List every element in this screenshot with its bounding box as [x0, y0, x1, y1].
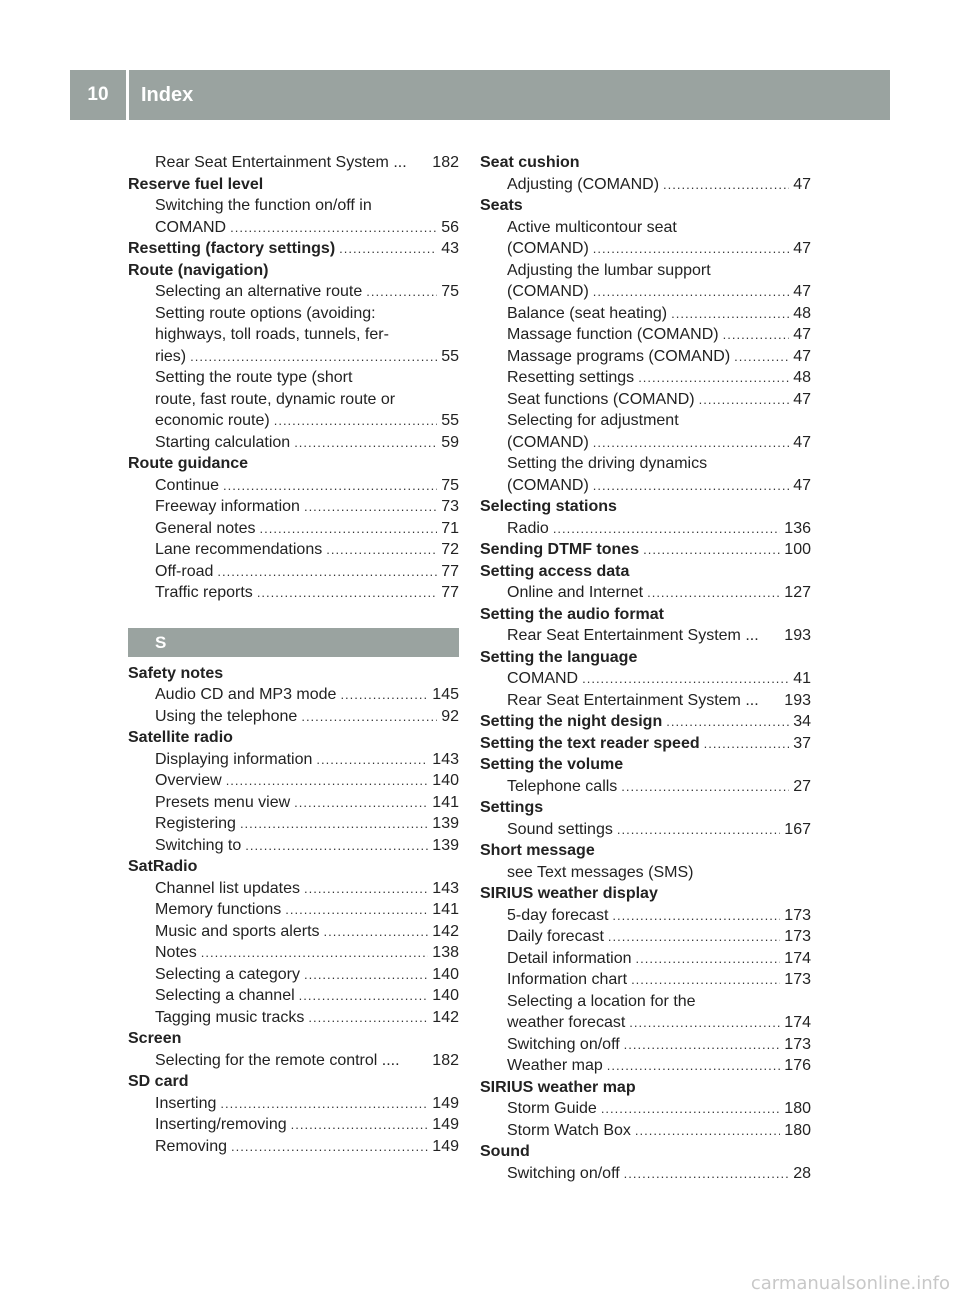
entry-page-number: 47 [793, 390, 811, 408]
entry-label: Selecting for the remote control .... [155, 1051, 400, 1069]
entry-page-number: 176 [784, 1057, 811, 1074]
index-subentry [480, 174, 811, 196]
entry-page-number: 143 [432, 879, 459, 897]
dot-leader [593, 281, 789, 303]
entry-page-number: 77 [441, 584, 459, 601]
entry-page-number: 48 [793, 304, 811, 322]
index-subentry [128, 281, 459, 303]
dot-leader [231, 1136, 428, 1158]
dot-leader [190, 346, 437, 368]
index-subentry [480, 776, 811, 798]
entry-page-number: 173 [784, 1035, 811, 1053]
dot-leader [230, 217, 437, 239]
index-subentry-text: Selecting for adjustment [507, 412, 679, 429]
index-heading: Setting the language [480, 648, 638, 666]
entry-page-number: 174 [784, 949, 811, 967]
entry-page-number: 182 [432, 154, 459, 171]
index-heading: Seat cushion [480, 154, 580, 171]
dot-leader [638, 367, 789, 389]
index-subentry-text: Setting the driving dynamics [507, 455, 708, 472]
dot-leader [734, 346, 789, 368]
entry-label: Radio [507, 519, 549, 537]
index-subentry [128, 1136, 459, 1158]
entry-page-number: 143 [432, 750, 459, 768]
entry-page-number: 140 [432, 987, 459, 1004]
entry-page-number: 141 [432, 793, 459, 811]
entry-page-number: 167 [784, 820, 811, 838]
entry-label: Music and sports alerts [155, 922, 320, 940]
entry-label: Displaying information [155, 750, 313, 768]
dot-leader [593, 475, 789, 497]
entry-label: (COMAND) [507, 240, 589, 257]
entry-page-number: 47 [793, 175, 811, 193]
index-subentry [128, 1114, 459, 1136]
entry-label: Telephone calls [507, 777, 618, 795]
index-heading: Seats [480, 197, 523, 214]
dot-leader [226, 770, 429, 792]
dot-leader [624, 1034, 781, 1056]
entry-page-number: 73 [441, 498, 459, 515]
index-subentry [480, 690, 811, 712]
dot-leader [612, 905, 780, 927]
entry-label: Notes [155, 944, 197, 961]
index-subentry [480, 969, 811, 991]
entry-page-number: 140 [432, 772, 459, 789]
index-heading: SIRIUS weather map [480, 1078, 636, 1096]
entry-label: Switching to [155, 836, 242, 854]
entry-page-number: 140 [432, 965, 459, 983]
entry-label: Adjusting (COMAND) [507, 175, 660, 193]
index-subentry [480, 432, 811, 454]
index-heading: Selecting stations [480, 498, 617, 515]
entry-label: COMAND [155, 218, 227, 236]
dot-leader [663, 174, 789, 196]
index-subentry [128, 684, 459, 706]
entry-label: weather forecast [507, 1014, 626, 1031]
index-subentry [480, 1163, 811, 1185]
entry-label: (COMAND) [507, 283, 589, 300]
index-list-right [480, 152, 811, 1184]
index-subentry [480, 1034, 811, 1056]
index-subentry [480, 905, 811, 927]
entry-label: Daily forecast [507, 928, 604, 945]
dot-leader [294, 432, 437, 454]
dot-leader [304, 964, 428, 986]
entry-page-number: 37 [793, 734, 811, 752]
entry-page-number: 34 [793, 713, 811, 730]
index-subentry [128, 749, 459, 771]
index-subentry [128, 561, 459, 583]
entry-label: Selecting a category [155, 965, 300, 983]
entry-page-number: 75 [441, 476, 459, 494]
dot-leader [316, 749, 428, 771]
index-subentry [128, 475, 459, 497]
index-subentry [480, 926, 811, 948]
entry-label: Rear Seat Entertainment System ... [155, 154, 407, 171]
entry-label: Setting the night design [480, 713, 663, 730]
index-subentry [480, 819, 811, 841]
dot-leader [304, 496, 437, 518]
index-subentry-text: see Text messages (SMS) [507, 863, 694, 881]
entry-page-number: 28 [793, 1164, 811, 1182]
dot-leader [671, 303, 789, 325]
index-subentry-text: Adjusting the lumbar support [507, 261, 711, 279]
index-subentry [480, 238, 811, 260]
entry-label: Rear Seat Entertainment System ... [507, 691, 759, 709]
entry-label: Setting the text reader speed [480, 734, 700, 752]
entry-label: Information chart [507, 971, 628, 988]
index-subentry [128, 813, 459, 835]
dot-leader [324, 921, 429, 943]
entry-label: Switching on/off [507, 1035, 620, 1053]
entry-label: 5-day forecast [507, 906, 609, 924]
entry-page-number: 139 [432, 836, 459, 854]
entry-label: Switching on/off [507, 1164, 620, 1182]
dot-leader [366, 281, 437, 303]
index-subentry [128, 582, 459, 604]
index-heading: Route (navigation) [128, 261, 269, 279]
entry-label: Resetting (factory settings) [128, 240, 336, 257]
dot-leader [635, 1120, 780, 1142]
entry-page-number: 180 [784, 1100, 811, 1117]
section-title: Index [141, 83, 194, 106]
index-subentry [128, 346, 459, 368]
index-subentry [480, 668, 811, 690]
entry-label: Massage programs (COMAND) [507, 347, 731, 365]
entry-label: Online and Internet [507, 584, 644, 601]
index-subentry-text: Selecting a location for the [507, 992, 696, 1010]
index-subentry-text: Setting the route type (short [155, 369, 353, 386]
dot-leader [201, 942, 429, 964]
entry-page-number: 47 [793, 240, 811, 257]
entry-page-number: 47 [793, 283, 811, 300]
index-heading: Settings [480, 799, 544, 816]
dot-leader [291, 1114, 429, 1136]
dot-leader [223, 475, 437, 497]
index-subentry-text: Active multicontour seat [507, 218, 677, 236]
index-subentry [480, 346, 811, 368]
dot-leader [593, 238, 789, 260]
index-subentry [128, 518, 459, 540]
index-subentry [480, 1055, 811, 1077]
entry-label: Inserting/removing [155, 1116, 287, 1133]
entry-label: Massage function (COMAND) [507, 326, 719, 343]
entry-label: Selecting an alternative route [155, 283, 363, 300]
entry-page-number: 47 [793, 347, 811, 365]
dot-leader [217, 561, 437, 583]
entry-label: Starting calculation [155, 433, 291, 451]
entry-page-number: 173 [784, 928, 811, 945]
entry-page-number: 56 [441, 218, 459, 236]
index-heading: Sound [480, 1143, 530, 1160]
entry-label: Weather map [507, 1057, 603, 1074]
index-subentry [128, 835, 459, 857]
index-subentry [480, 625, 811, 647]
entry-page-number: 145 [432, 686, 459, 703]
index-subentry [480, 475, 811, 497]
dot-leader [699, 389, 790, 411]
entry-label: economic route) [155, 412, 270, 429]
dot-leader [617, 819, 780, 841]
index-subentry-text: Switching the function on/off in [155, 197, 372, 214]
index-subentry [128, 985, 459, 1007]
index-subentry [480, 389, 811, 411]
entry-label: Rear Seat Entertainment System ... [507, 627, 759, 644]
entry-label: General notes [155, 519, 256, 537]
dot-leader [601, 1098, 780, 1120]
entry-label: Sending DTMF tones [480, 541, 640, 558]
dot-leader [245, 835, 428, 857]
index-subentry [128, 1093, 459, 1115]
index-subentry [128, 496, 459, 518]
dot-leader [723, 324, 790, 346]
entry-page-number: 182 [432, 1051, 459, 1069]
entry-label: Resetting settings [507, 369, 635, 386]
section-letter: S [128, 628, 459, 657]
entry-label: Detail information [507, 949, 632, 967]
index-heading: Route guidance [128, 455, 249, 472]
dot-leader [240, 813, 428, 835]
index-heading: Setting the audio format [480, 605, 664, 623]
index-subentry [480, 303, 811, 325]
index-subentry [480, 324, 811, 346]
entry-page-number: 174 [784, 1014, 811, 1031]
entry-label: Using the telephone [155, 707, 298, 725]
entry-page-number: 48 [793, 369, 811, 386]
entry-label: Selecting a channel [155, 987, 295, 1004]
index-heading: Setting the volume [480, 756, 624, 773]
entry-page-number: 92 [441, 707, 459, 725]
dot-leader [593, 432, 789, 454]
entry-page-number: 47 [793, 433, 811, 451]
index-subentry-text: Setting route options (avoiding: [155, 304, 376, 322]
index-heading-entry [480, 711, 811, 733]
entry-page-number: 59 [441, 433, 459, 451]
index-heading: Short message [480, 842, 595, 859]
entry-label: (COMAND) [507, 433, 589, 451]
dot-leader [308, 1007, 428, 1029]
index-heading: SIRIUS weather display [480, 885, 658, 902]
entry-page-number: 127 [784, 584, 811, 601]
index-heading: Satellite radio [128, 729, 233, 746]
entry-label: Continue [155, 476, 220, 494]
index-subentry [128, 1050, 459, 1072]
index-subentry [128, 964, 459, 986]
entry-label: Overview [155, 772, 222, 789]
dot-leader [643, 539, 780, 561]
entry-label: Freeway information [155, 498, 300, 515]
index-heading-entry [480, 539, 811, 561]
entry-page-number: 193 [784, 691, 811, 709]
entry-label: Channel list updates [155, 879, 300, 897]
entry-page-number: 47 [793, 476, 811, 494]
dot-leader [340, 684, 428, 706]
dot-leader [553, 518, 780, 540]
index-heading: SD card [128, 1073, 189, 1090]
entry-page-number: 149 [432, 1137, 459, 1155]
dot-leader [260, 518, 438, 540]
index-column-left [128, 152, 459, 1157]
index-subentry [128, 706, 459, 728]
index-subentry [128, 899, 459, 921]
entry-label: Presets menu view [155, 793, 291, 811]
entry-label: Inserting [155, 1094, 217, 1112]
index-subentry [128, 792, 459, 814]
dot-leader [301, 706, 437, 728]
index-subentry [128, 152, 459, 174]
index-subentry [128, 921, 459, 943]
dot-leader [647, 582, 780, 604]
page-header [70, 70, 890, 120]
entry-label: Balance (seat heating) [507, 304, 668, 322]
entry-page-number: 75 [441, 283, 459, 300]
dot-leader [621, 776, 789, 798]
entry-label: Removing [155, 1137, 228, 1155]
entry-label: Sound settings [507, 820, 613, 838]
entry-label: Memory functions [155, 901, 282, 918]
dot-leader [608, 926, 780, 948]
dot-leader [624, 1163, 790, 1185]
dot-leader [666, 711, 789, 733]
entry-page-number: 55 [441, 412, 459, 429]
entry-page-number: 173 [784, 906, 811, 924]
dot-leader [607, 1055, 781, 1077]
dot-leader [629, 1012, 780, 1034]
dot-leader [304, 878, 428, 900]
dot-leader [257, 582, 437, 604]
header-divider [126, 70, 129, 120]
entry-label: Storm Guide [507, 1100, 597, 1117]
dot-leader [636, 948, 781, 970]
entry-label: Tagging music tracks [155, 1008, 305, 1026]
page-number: 10 [87, 84, 109, 105]
index-subentry [128, 432, 459, 454]
entry-label: Off-road [155, 562, 214, 580]
index-subentry [128, 878, 459, 900]
index-subentry-text: route, fast route, dynamic route or [155, 390, 396, 408]
dot-leader [326, 539, 437, 561]
index-subentry [480, 518, 811, 540]
dot-leader [631, 969, 780, 991]
entry-page-number: 100 [784, 541, 811, 558]
index-subentry [128, 1007, 459, 1029]
index-subentry-text: highways, toll roads, tunnels, fer- [155, 326, 389, 343]
dot-leader [339, 238, 437, 260]
watermark: carmanualsonline.info [750, 1273, 950, 1294]
entry-page-number: 72 [441, 541, 459, 558]
entry-page-number: 71 [441, 519, 459, 537]
entry-label: Audio CD and MP3 mode [155, 686, 337, 703]
index-subentry [480, 1012, 811, 1034]
dot-leader [294, 792, 428, 814]
entry-page-number: 27 [793, 777, 811, 795]
index-heading: Safety notes [128, 664, 224, 682]
entry-page-number: 149 [432, 1116, 459, 1133]
index-heading: Screen [128, 1030, 182, 1047]
index-subentry [128, 539, 459, 561]
index-subentry [480, 367, 811, 389]
entry-page-number: 47 [793, 326, 811, 343]
index-subentry [128, 770, 459, 792]
entry-page-number: 43 [441, 240, 459, 257]
index-list-left-bottom [128, 663, 459, 1158]
entry-label: Registering [155, 815, 236, 832]
index-heading: Setting access data [480, 562, 630, 580]
entry-page-number: 136 [784, 519, 811, 537]
entry-label: COMAND [507, 670, 579, 687]
entry-page-number: 180 [784, 1121, 811, 1139]
entry-page-number: 142 [432, 922, 459, 940]
index-subentry [480, 582, 811, 604]
entry-page-number: 149 [432, 1094, 459, 1112]
entry-page-number: 193 [784, 627, 811, 644]
entry-page-number: 138 [432, 944, 459, 961]
index-subentry [480, 1120, 811, 1142]
entry-label: (COMAND) [507, 476, 589, 494]
index-column-right [480, 152, 811, 1184]
entry-page-number: 55 [441, 347, 459, 365]
entry-label: Storm Watch Box [507, 1121, 631, 1139]
index-heading-entry [128, 238, 459, 260]
dot-leader [285, 899, 428, 921]
entry-page-number: 173 [784, 971, 811, 988]
entry-page-number: 41 [793, 670, 811, 687]
entry-page-number: 139 [432, 815, 459, 832]
index-subentry [480, 1098, 811, 1120]
index-subentry [128, 410, 459, 432]
index-heading-entry [480, 733, 811, 755]
dot-leader [274, 410, 437, 432]
entry-page-number: 77 [441, 562, 459, 580]
index-heading: SatRadio [128, 858, 198, 875]
index-subentry [128, 942, 459, 964]
entry-page-number: 142 [432, 1008, 459, 1026]
index-subentry [480, 281, 811, 303]
index-heading: Reserve fuel level [128, 175, 264, 193]
dot-leader [220, 1093, 428, 1115]
entry-label: Seat functions (COMAND) [507, 390, 695, 408]
entry-label: Traffic reports [155, 584, 253, 601]
dot-leader [582, 668, 789, 690]
entry-label: ries) [155, 347, 187, 365]
index-subentry [480, 948, 811, 970]
index-subentry [128, 217, 459, 239]
dot-leader [299, 985, 429, 1007]
entry-page-number: 141 [432, 901, 459, 918]
dot-leader [704, 733, 790, 755]
index-list-left-top [128, 152, 459, 604]
entry-label: Lane recommendations [155, 541, 323, 558]
